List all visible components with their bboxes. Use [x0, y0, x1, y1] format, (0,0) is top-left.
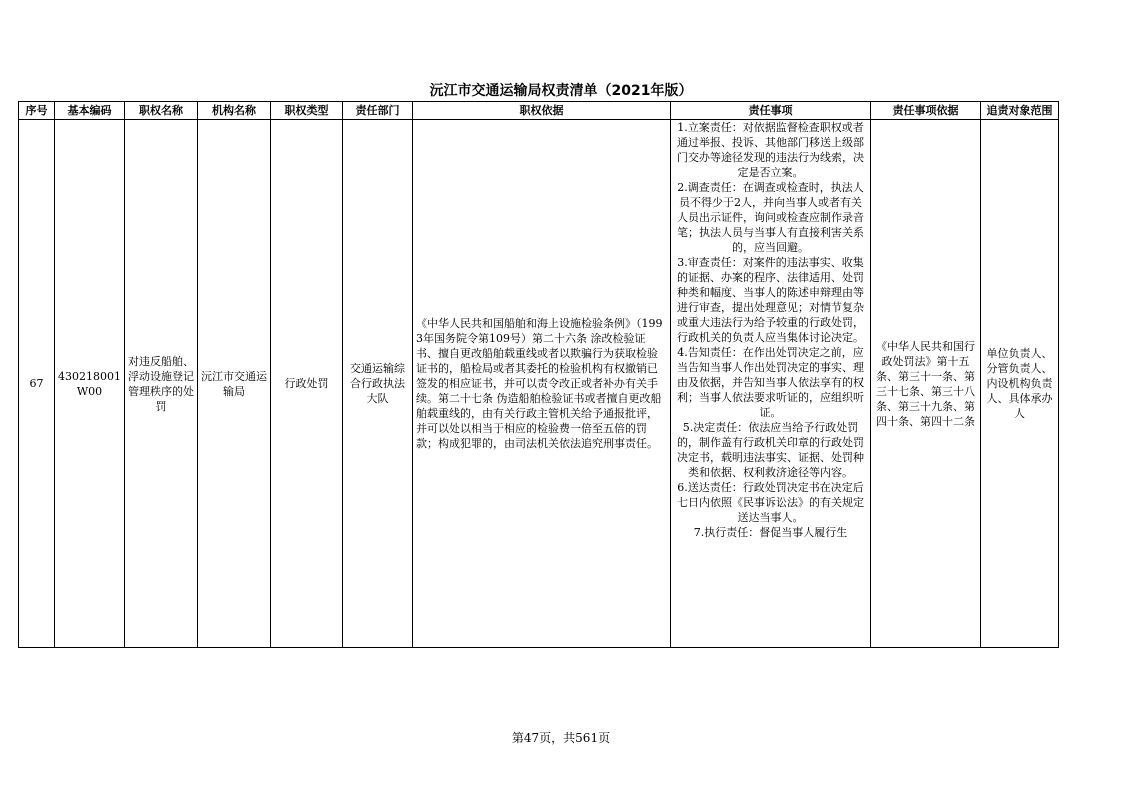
header-code: 基本编码 [55, 102, 125, 120]
cell-legal-basis: 《中华人民共和国船舶和海上设施检验条例》（1993年国务院令第109号）第二十六条 涂改检验证书、擅自更改船舶载重线或者以欺骗行为获取检验证书的，船检局或者其委托的检验机构有权撤销已签发的相应证书，并可以责令改正或者补办有关手续。第二十七条 伪造船舶检验证书或者擅自更改船舶载重线的，由有关行政主管机关给予通报批评，并可以处以相当于相应的检验费一倍至五倍的罚款；构成犯罪的，由司法机关依法追究刑事责任。 [413, 120, 671, 648]
duty-item-filing: 1.立案责任：对依据监督检查职权或者通过举报、投诉、其他部门移送上级部门交办等途径发现的违法行为线索，决定是否立案。 [677, 121, 864, 179]
cell-index: 67 [19, 120, 55, 648]
duty-item-investigation: 2.调查责任：在调查或检查时，执法人员不得少于2人，并向当事人或者有关人员出示证件，询问或检查应制作录音笔；执法人员与当事人有直接利害关系的，应当回避。 [677, 181, 864, 254]
duty-item-notification: 4.告知责任：在作出处罚决定之前，应当告知当事人作出处罚决定的事实、理由及依据，并告知当事人依法享有的权利；当事人依法要求听证的，应组织听证。 [677, 346, 864, 419]
cell-code: 430218001W00 [55, 120, 125, 648]
duty-item-decision: 5.决定责任：依法应当给予行政处罚的，制作盖有行政机关印章的行政处罚决定书，载明违法事实、证据、处罚种类和依据、权利救济途径等内容。 [677, 421, 864, 479]
header-department: 责任部门 [343, 102, 413, 120]
table-header-row [19, 102, 1059, 120]
cell-duties [671, 120, 871, 648]
cell-power-name: 对违反船舶、浮动设施登记管理秩序的处罚 [125, 120, 198, 648]
header-power-type: 职权类型 [271, 102, 343, 120]
header-legal-basis: 职权依据 [413, 102, 671, 120]
header-duties: 责任事项 [671, 102, 871, 120]
cell-accountability: 单位负责人、分管负责人、内设机构负责人、具体承办人 [981, 120, 1059, 648]
document-title: 沅江市交通运输局权责清单（2021年版） [429, 83, 693, 99]
duty-item-execution: 7.执行责任：督促当事人履行生 [693, 526, 848, 539]
duty-item-delivery: 6.送达责任：行政处罚决定书在决定后七日内依照《民事诉讼法》的有关规定送达当事人。 [677, 481, 864, 524]
header-accountability: 追责对象范围 [981, 102, 1059, 120]
cell-power-type: 行政处罚 [271, 120, 343, 648]
responsibility-table [18, 101, 1059, 648]
page-number: 第47页，共561页 [511, 731, 611, 745]
duty-item-review: 3.审查责任：对案件的违法事实、收集的证据、办案的程序、法律适用、处罚种类和幅度、当事人的陈述申辩理由等进行审查，提出处理意见；对情节复杂或重大违法行为给予较重的行政处罚，行政机关的负责人应当集体讨论决定。 [677, 256, 864, 344]
cell-department: 交通运输综合行政执法大队 [343, 120, 413, 648]
header-index: 序号 [19, 102, 55, 120]
cell-duty-basis: 《中华人民共和国行政处罚法》第十五条、第三十一条、第三十七条、第三十八条、第三十九条、第四十条、第四十二条 [871, 120, 981, 648]
header-duty-basis: 责任事项依据 [871, 102, 981, 120]
cell-agency: 沅江市交通运输局 [198, 120, 271, 648]
header-power-name: 职权名称 [125, 102, 198, 120]
table-row [19, 120, 1059, 648]
header-agency: 机构名称 [198, 102, 271, 120]
